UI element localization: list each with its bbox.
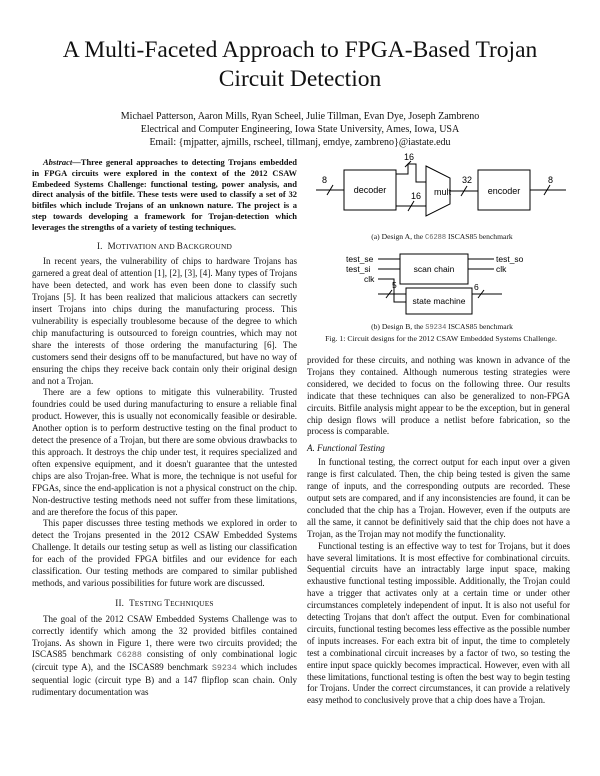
input-bus-width: 8 (322, 175, 328, 185)
left-column (32, 157, 297, 699)
figure-1-caption: Fig. 1: Circuit designs for the 2012 CSAW Embedded Systems Challenge. (325, 334, 557, 343)
caption-design-a (312, 232, 572, 243)
author-email: Email: {mjpatter, ajmills, rscheel, tillmanj, emdye, zambreno}@iastate.edu (149, 137, 451, 148)
subsection-a-heading: A. Functional Testing (307, 443, 385, 454)
section-2-p1-part-c: which includes sequential logic (circuit type B) and a 147 flipflop scan chain. Only rudimentary documentation was (32, 662, 297, 698)
clk-output-label: clk (496, 264, 507, 274)
abstract-label: Abstract (43, 157, 73, 167)
output-bus-width: 8 (548, 175, 554, 185)
state-input-width: 5 (392, 280, 397, 290)
test-si-label: test_si (346, 264, 371, 274)
code-c6288: C6288 (116, 651, 142, 661)
state-machine-label: state machine (412, 296, 466, 306)
caption-design-b (312, 322, 572, 333)
section-2-title-rest-2: ECHNIQUES (170, 598, 214, 608)
section-2-p1-part-a: The goal of the 2012 CSAW Embedded Systems Challenge was to correctly identify which among the 32 provided bitfiles contained Trojans. As shown in Figure 1, there were two circuits provided; the ISCAS85 benchmark (32, 613, 297, 660)
section-1-title-rest-2: ACKGROUND (183, 241, 233, 251)
caption-design-a-part-1: (a) Design A, the (371, 232, 426, 241)
section-1-heading (32, 241, 297, 253)
section-2-title-initial: T (129, 597, 135, 608)
state-output-width: 6 (474, 282, 479, 292)
section-2-p1-part-b: consisting of only combinational logic (circuit type A), and the ISCAS89 benchmark (32, 649, 298, 673)
abstract-text: —Three general approaches to detecting Trojans embedded in FPGA circuits were explored in the context of the 2012 CSAW Embedeed Systems Challenge: functional testing, power analysis, and direct analysis of the bitfile. These tests were used to classify a set of 32 bitfiles which include Trojans of an unknown nature. The project is a step towards developing a framework for Trojan-detection which leverages the strengths of a variety of testing techniques. (32, 157, 297, 232)
caption-design-a-code: C6288 (425, 234, 447, 242)
mult-label: mult (434, 187, 452, 197)
figure-design-a (312, 150, 572, 232)
section-2-number: II. (115, 597, 125, 608)
scan-chain-label: scan chain (413, 264, 455, 274)
top-bus-line (396, 164, 426, 182)
caption-design-a-part-2: ISCAS85 benchmark (446, 232, 513, 241)
title-line-1: A Multi-Faceted Approach to FPGA-Based Trojan (62, 37, 538, 63)
test-se-label: test_se (346, 254, 374, 264)
section-1-paragraph-3: This paper discusses three testing methods we explored in order to detect the Trojans presented in the 2012 CSAW Embedded Systems Challenge. It details our testing setup as well as listing our classification for each of the provided FPGA bitfiles and our evidence for each classification. Our testing methods are compared to similar published methods, and various possibilities for future work are discussed. (32, 518, 297, 588)
bottom-bus-width: 16 (411, 191, 422, 201)
author-block (60, 110, 540, 149)
caption-design-b-part-2: ISCAS85 benchmark (446, 322, 513, 331)
title-line-2: Circuit Detection (218, 66, 382, 92)
mid-bus-width: 32 (462, 175, 473, 185)
test-so-label: test_so (496, 254, 524, 264)
subsection-a-paragraph-2: Functional testing is an effective way to test for Trojans, but it does have several limitations. It is most effective for combinational circuits. Sequential circuits have an intractably large input space, making exhaustive functional testing impossible. Additionally, the Trojan could have a trigger that activates only at a certain time or under other circumstances completely independent of input. It is also not useful for detecting Trojans that don't affect the output. Even for combinational circuits, functional testing becomes less effective as the possible number of inputs increases. For each extra bit of input, the time to completely test a combinational circuit increases by a factor of two, so testing the entire input space quickly becomes impractical. However, even with all these limitations, functional testing is often the best way to begin testing for Trojans. Under the correct circumstances, it can provide a relatively easy method to conclusively prove that a chip does have a Trojan. (307, 540, 570, 706)
top-bus-width: 16 (404, 152, 415, 162)
author-names: Michael Patterson, Aaron Mills, Ryan Scheel, Julie Tillman, Evan Dye, Joseph Zambreno (120, 111, 480, 122)
section-2-paragraph-1 (32, 614, 297, 699)
caption-design-b-code: S9234 (425, 324, 447, 332)
design-b-diagram (342, 252, 542, 318)
abstract (32, 157, 297, 233)
author-affiliation: Electrical and Computer Engineering, Iowa State University, Ames, Iowa, USA (140, 124, 460, 135)
section-2-title-initial-2: T (164, 597, 171, 608)
section-1-number: I. (96, 240, 103, 251)
section-1-title-rest: OTIVATION AND (115, 241, 177, 251)
subsection-a-paragraph-1: In functional testing, the correct output for each input over a given range is first calculated. Then, the chip being tested is given the same range of inputs, and the corresponding outputs are recorded. These output sets are compared, and if any inconsistencies are found, it can be concluded that the chip has a Trojan. However, even if the outputs are all the same, it cannot be definitively said that the chip does not have a Trojan, as the Trojan may not modify the functionality. (307, 457, 570, 539)
section-1-paragraph-1: In recent years, the vulnerability of chips to hardware Trojans has garnered a great deal of attention [1], [2], [3], [4]. Many types of Trojans have been detected, and work has even been done to classify such Trojans [5]. It has been realized that malicious attackers can secretly insert Trojans into chips during the manufacturing process. This vulnerability is especially troublesome because of the degree to which chip manufacturing is outsourced to foreign countries, which may not share the interests of those ordering the manufacturing [6]. The customers send their designs off to be manufactured, but have no way of ensuring the chips they receive back contain only their original design and not a Trojan. (32, 256, 297, 386)
right-column (307, 355, 570, 707)
design-a-diagram (312, 150, 572, 232)
section-1-paragraph-2: There are a few options to mitigate this vulnerability. Trusted foundries could be used during manufacturing to ensure a reliable final product. However, this is usually not economically feasible or desirable. Another option is to perform destructive testing on the final product to detect the presence of a Trojan, but there are some obvious drawbacks to this approach. It destroys the chip under test, it requires specialized and often expensive equipment, and it doesn't guarantee that the untested chips are also Trojan-free. What is more, the technique is not useful for FPGAs, since the end-application is not a physical construct on the chip. Non-destructive testing methods need not suffer from these limitations, and are therefore the focus of this paper. (32, 387, 297, 517)
paper-title (40, 36, 560, 94)
caption-design-b-part-1: (b) Design B, the (371, 322, 426, 331)
clk-input-label: clk (364, 274, 375, 284)
decoder-label: decoder (353, 185, 387, 195)
section-2-title-rest: ESTING (134, 598, 165, 608)
section-1-title-initial-2: B (176, 240, 184, 251)
section-2-paragraph-1-continued: provided for these circuits, and nothing was known in advance of the Trojans they contained. Although numerous testing strategies were considered, we decided to focus on the following three. Our results indicate that these techniques can also be generalized to non-FPGA circuits. Bitfile analysis might appear to be the exception, but in general chip design flows will produce a netlist before fabrication, so the process is comparable. (307, 355, 570, 437)
code-s9234: S9234 (211, 664, 237, 674)
figure-design-b (342, 252, 542, 318)
section-1-title-initial: M (107, 240, 116, 251)
section-2-heading (32, 598, 297, 610)
encoder-label: encoder (487, 186, 521, 196)
